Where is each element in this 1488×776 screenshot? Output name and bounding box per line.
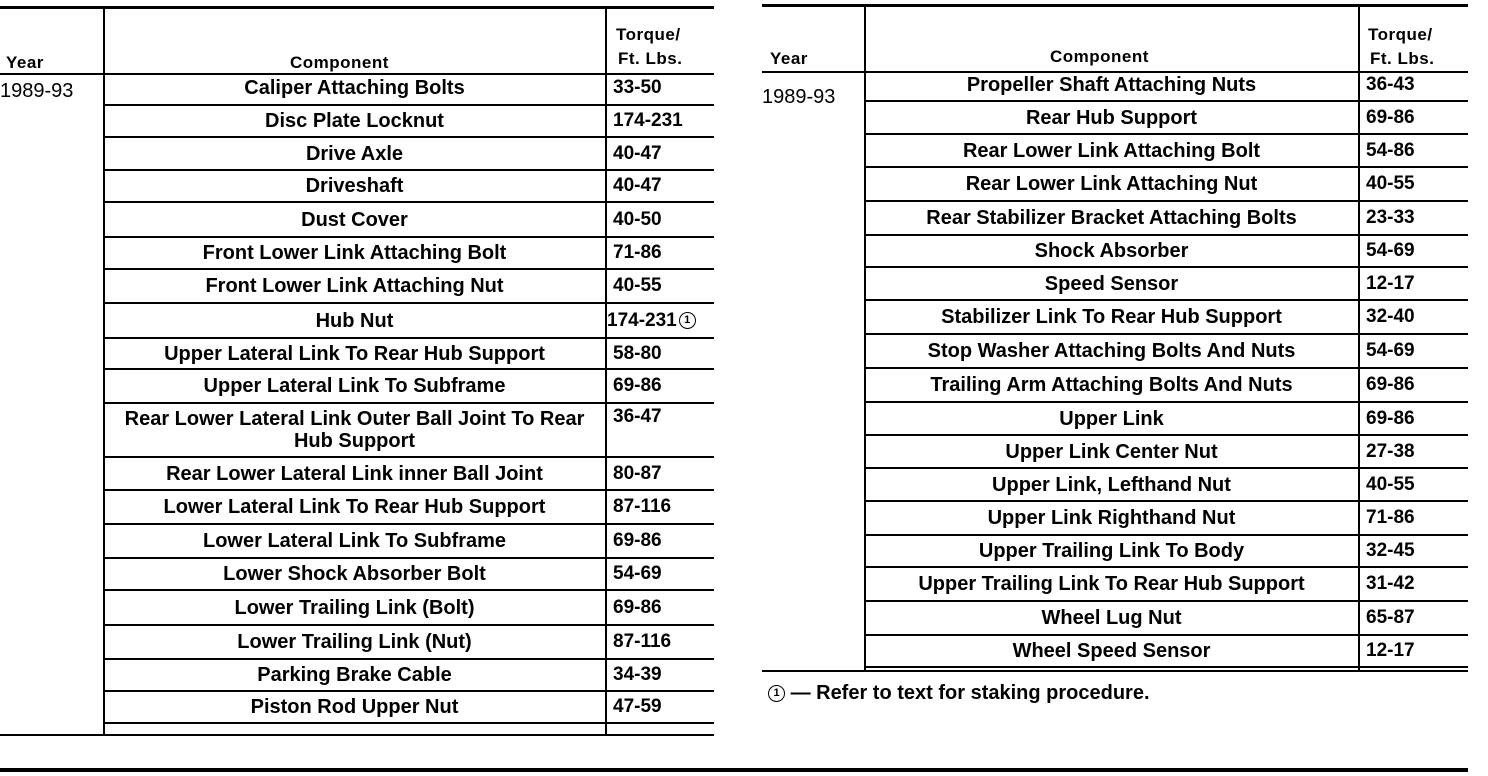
torque-cell: [1366, 335, 1415, 367]
table-row: [104, 238, 714, 270]
table-row: [865, 602, 1468, 636]
component-cell: Upper Lateral Link To Rear Hub Support: [164, 342, 545, 365]
component-cell: Drive Axle: [305, 142, 404, 165]
table-row: [104, 370, 714, 404]
footnote-marker-icon: 1: [768, 685, 785, 702]
component-cell: Lower Lateral Link To Rear Hub Support: [163, 496, 546, 518]
component-cell: Upper Link, Lefthand Nut: [992, 473, 1231, 496]
table-row: [104, 404, 714, 458]
left-table-body: [104, 72, 714, 734]
year-value: 1989-93: [762, 86, 836, 108]
torque-value: 40-55: [1366, 473, 1415, 495]
table-row: [865, 636, 1468, 668]
table-row: [104, 525, 714, 559]
component-cell: Shock Absorber: [1034, 240, 1189, 262]
torque-value: 40-47: [613, 142, 662, 164]
component-cell: Lower Trailing Link (Bolt): [234, 596, 475, 619]
component-cell: Upper Trailing Link To Rear Hub Support: [918, 573, 1305, 595]
year-value: 1989-93: [0, 80, 74, 102]
torque-value: 40-47: [613, 175, 662, 196]
table-row: [865, 70, 1468, 102]
torque-value: 33-50: [613, 77, 662, 98]
torque-cell: [613, 591, 662, 624]
torque-value: 12-17: [1366, 272, 1415, 294]
table-row: [104, 106, 714, 138]
component-cell: Lower Lateral Link To Subframe: [202, 530, 507, 552]
torque-cell: [1366, 268, 1415, 299]
table-row: [865, 436, 1468, 469]
table-row: [865, 469, 1468, 502]
torque-cell: [1366, 369, 1415, 401]
torque-value: 54-69: [1366, 240, 1415, 261]
torque-value: 54-69: [613, 563, 662, 584]
component-cell: Upper Link Center Nut: [1005, 440, 1218, 463]
torque-value: 40-55: [613, 275, 662, 296]
torque-value: 69-86: [1366, 374, 1415, 395]
torque-value: 69-86: [613, 596, 662, 618]
torque-cell: [1366, 568, 1415, 600]
torque-cell: [613, 171, 662, 201]
torque-value: 71-86: [1366, 507, 1415, 528]
table-row: [865, 102, 1468, 135]
torque-header-line1: Torque/: [1368, 25, 1433, 44]
torque-cell: [613, 458, 662, 489]
table-row: [104, 491, 714, 525]
torque-cell: [613, 404, 662, 456]
component-cell: Caliper Attaching Bolts: [244, 77, 465, 99]
torque-cell: [613, 491, 671, 523]
torque-value: 23-33: [1366, 207, 1415, 228]
table-row: [104, 591, 714, 626]
torque-value: 58-80: [613, 342, 662, 364]
left-table-header: [0, 6, 714, 75]
component-cell: Front Lower Link Attaching Bolt: [202, 242, 507, 264]
component-cell: Wheel Lug Nut: [1041, 607, 1182, 629]
torque-cell: [1366, 135, 1415, 166]
header-divider: [1358, 7, 1360, 71]
torque-value: 174-231: [613, 110, 683, 131]
torque-header-line2: Ft. Lbs.: [618, 49, 683, 68]
torque-cell: [613, 626, 671, 658]
component-cell: Stop Washer Attaching Bolts And Nuts: [927, 340, 1296, 362]
component-cell: Upper Link: [1059, 407, 1164, 430]
torque-cell: [1366, 502, 1415, 534]
table-row: [865, 168, 1468, 202]
header-divider: [605, 9, 607, 73]
torque-value: 69-86: [613, 530, 662, 551]
torque-value: 54-69: [1366, 340, 1415, 361]
header-divider: [864, 7, 866, 71]
component-cell: Hub Nut: [315, 309, 394, 332]
torque-value: 69-86: [1366, 106, 1415, 128]
table-row: [104, 626, 714, 660]
torque-value: 87-116: [613, 496, 672, 517]
header-divider: [103, 9, 105, 73]
torque-header-line2: Ft. Lbs.: [1370, 49, 1435, 68]
torque-cell: [613, 270, 662, 302]
torque-value: 69-86: [613, 375, 662, 396]
year-header: Year: [6, 53, 44, 72]
component-cell: Speed Sensor: [1044, 272, 1179, 295]
component-header: Component: [290, 53, 389, 72]
torque-cell: [613, 72, 662, 104]
component-cell: Stabilizer Link To Rear Hub Support: [941, 306, 1282, 328]
component-cell: Lower Shock Absorber Bolt: [223, 563, 486, 585]
torque-value: 40-50: [613, 208, 662, 230]
component-cell: Front Lower Link Attaching Nut: [205, 275, 504, 297]
torque-value: 71-86: [613, 242, 662, 263]
torque-cell: [613, 559, 662, 589]
torque-cell: [1366, 102, 1415, 133]
table-row: [104, 660, 714, 692]
footnote: [766, 682, 1150, 705]
torque-cell: [1366, 602, 1415, 634]
table-row: [865, 202, 1468, 236]
torque-value: 36-47: [613, 406, 662, 427]
component-cell: Upper Trailing Link To Body: [978, 540, 1245, 562]
torque-value: 69-86: [1366, 407, 1415, 429]
torque-cell: [613, 692, 662, 722]
torque-value: 32-40: [1366, 306, 1415, 327]
torque-cell: [613, 339, 662, 368]
component-header: Component: [1050, 47, 1149, 66]
torque-value: 34-39: [613, 664, 662, 685]
table-row: [865, 268, 1468, 301]
torque-cell: [613, 138, 662, 169]
page-bottom-rule: [0, 768, 1468, 772]
torque-cell: [1366, 301, 1415, 333]
torque-header-line1: Torque/: [616, 25, 681, 44]
component-cell: Rear Lower Lateral Link Outer Ball Joint To Rear Hub Support: [124, 408, 585, 452]
torque-cell: [613, 660, 662, 690]
table-row: [865, 403, 1468, 436]
right-table-bottom-rule: [762, 670, 1468, 672]
component-cell: Rear Lower Link Attaching Bolt: [962, 139, 1261, 162]
torque-value: 12-17: [1366, 640, 1415, 661]
torque-cell: [1366, 70, 1415, 100]
component-cell: Driveshaft: [305, 175, 404, 197]
torque-cell: [613, 370, 662, 402]
component-cell: Wheel Speed Sensor: [1012, 640, 1211, 662]
component-cell: Trailing Arm Attaching Bolts And Nuts: [930, 374, 1293, 396]
torque-value: 31-42: [1366, 573, 1415, 594]
torque-cell: [1366, 436, 1415, 467]
torque-value: 32-45: [1366, 540, 1415, 561]
torque-value: 40-55: [1366, 173, 1415, 194]
component-cell: Piston Rod Upper Nut: [250, 696, 459, 718]
table-row: [104, 203, 714, 238]
torque-cell: [613, 106, 683, 136]
table-row: [104, 138, 714, 171]
table-row: [104, 692, 714, 724]
table-row: [104, 270, 714, 304]
torque-cell: [1366, 469, 1415, 500]
torque-cell: [613, 525, 662, 557]
table-row: [865, 536, 1468, 568]
torque-cell: [613, 238, 662, 268]
component-cell: Dust Cover: [301, 208, 408, 231]
component-cell: Upper Lateral Link To Subframe: [203, 375, 506, 397]
table-row: [104, 171, 714, 203]
table-row: [865, 135, 1468, 168]
torque-value: 174-231: [607, 309, 677, 331]
torque-cell: [1366, 536, 1415, 566]
component-cell: Rear Lower Lateral Link inner Ball Joint: [166, 462, 543, 485]
component-cell: Propeller Shaft Attaching Nuts: [966, 74, 1257, 96]
torque-value: 47-59: [613, 696, 662, 717]
torque-cell: [607, 304, 696, 337]
footnote-text: — Refer to text for staking procedure.: [790, 682, 1150, 704]
component-cell: Upper Link Righthand Nut: [987, 507, 1236, 529]
component-cell: Parking Brake Cable: [257, 664, 452, 686]
component-cell: Rear Lower Link Attaching Nut: [965, 173, 1258, 195]
table-row: [865, 236, 1468, 268]
table-row: [104, 304, 714, 339]
table-row: [865, 568, 1468, 602]
torque-cell: [613, 203, 662, 236]
torque-value: 80-87: [613, 462, 662, 484]
torque-value: 65-87: [1366, 607, 1415, 628]
table-row: [104, 72, 714, 106]
right-table-body: [865, 70, 1468, 670]
component-cell: Disc Plate Locknut: [265, 110, 444, 132]
left-table-bottom-rule: [0, 734, 714, 736]
torque-cell: [1366, 202, 1415, 234]
torque-value: 54-86: [1366, 139, 1415, 161]
year-header: Year: [770, 49, 808, 68]
right-table-header: [762, 4, 1468, 73]
torque-cell: [1366, 403, 1415, 434]
table-row: [104, 559, 714, 591]
torque-value: 27-38: [1366, 440, 1415, 462]
table-row: [865, 502, 1468, 536]
component-cell: Rear Hub Support: [1025, 106, 1198, 129]
torque-cell: [1366, 636, 1415, 666]
table-row: [865, 369, 1468, 403]
table-row: [104, 339, 714, 370]
table-row: [865, 301, 1468, 335]
table-row: [865, 335, 1468, 369]
torque-value: 36-43: [1366, 74, 1415, 95]
component-cell: Rear Stabilizer Bracket Attaching Bolts: [926, 207, 1297, 229]
torque-cell: [1366, 236, 1415, 266]
table-row: [104, 458, 714, 491]
footnote-marker-icon: 1: [679, 312, 696, 329]
torque-value: 87-116: [613, 631, 672, 652]
component-cell: Lower Trailing Link (Nut): [237, 631, 472, 653]
torque-cell: [1366, 168, 1415, 200]
